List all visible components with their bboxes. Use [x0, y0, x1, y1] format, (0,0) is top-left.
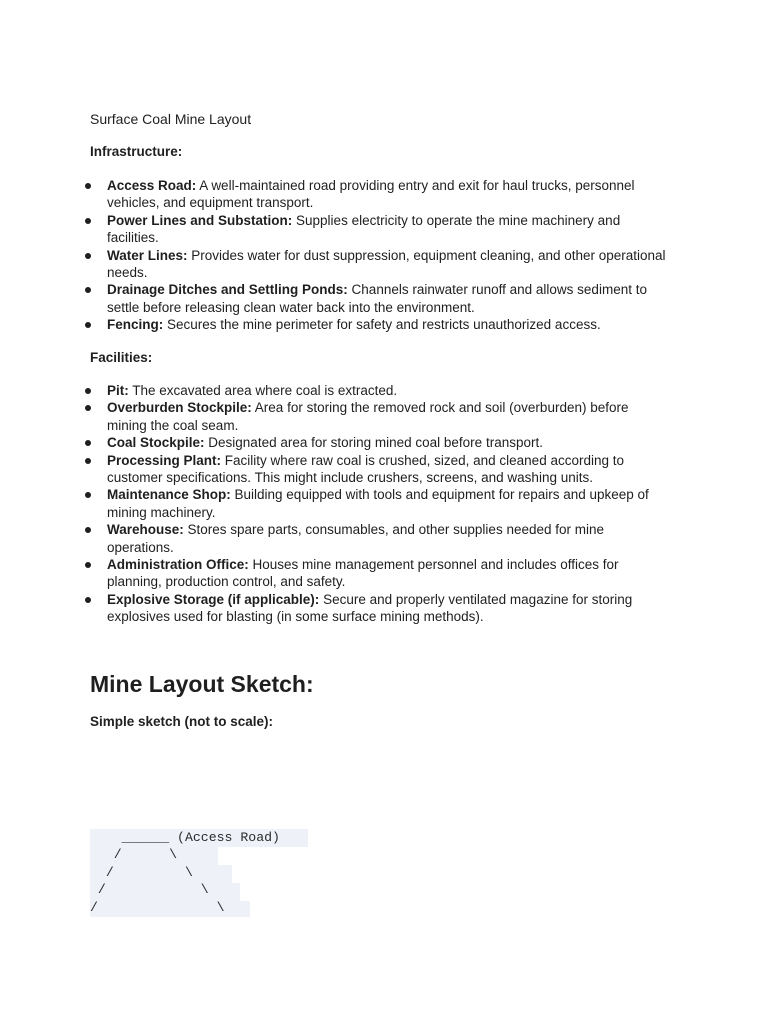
list-item-text: The excavated area where coal is extracted.: [128, 383, 398, 398]
sketch-caption: Simple sketch (not to scale):: [90, 714, 274, 729]
list-item-term: Warehouse:: [107, 522, 184, 538]
list-item: [0, 177, 768, 212]
list-item-text: Houses mine management personnel and includes offices for planning, production control, and safety.: [107, 557, 619, 590]
bullet-icon: [85, 322, 91, 328]
list-item-term: Administration Office:: [107, 557, 249, 573]
list-item: [0, 434, 768, 451]
infrastructure-list: [0, 177, 768, 334]
list-item: [0, 212, 768, 247]
list-item: [0, 591, 768, 626]
list-item: [0, 486, 768, 521]
bullet-icon: [85, 287, 91, 293]
list-item-text: Designated area for storing mined coal before transport.: [204, 435, 543, 451]
document-title: Surface Coal Mine Layout: [90, 111, 252, 127]
list-item: [0, 399, 768, 434]
list-item-term: Explosive Storage (if applicable):: [107, 591, 320, 607]
list-item-term: Overburden Stockpile:: [107, 400, 252, 416]
list-item-text: Stores spare parts, consumables, and other supplies needed for mine operations.: [107, 522, 605, 555]
list-item-text: Channels rainwater runoff and allows sediment to settle before releasing clean water back into the environment.: [107, 282, 647, 315]
bullet-icon: [85, 405, 91, 411]
list-item-term: Maintenance Shop:: [107, 487, 231, 503]
list-item-term: Pit:: [107, 383, 129, 398]
list-item-term: Water Lines:: [107, 247, 188, 263]
bullet-icon: [85, 253, 91, 259]
bullet-icon: [85, 527, 91, 533]
bullet-icon: [85, 458, 91, 464]
list-item: [0, 521, 768, 556]
list-item-text: A well-maintained road providing entry and exit for haul trucks, personnel vehicles, and equipment transport.: [107, 178, 635, 211]
facilities-list: [0, 382, 768, 626]
bullet-icon: [85, 562, 91, 568]
list-item-term: Access Road:: [107, 178, 197, 193]
ascii-sketch-block: [90, 829, 308, 917]
list-item-term: Drainage Ditches and Settling Ponds:: [107, 282, 348, 298]
list-item-text: Building equipped with tools and equipment for repairs and upkeep of mining machinery.: [107, 487, 649, 520]
bullet-icon: [85, 492, 91, 498]
list-item: [0, 281, 768, 316]
list-item-term: Power Lines and Substation:: [107, 212, 293, 228]
sketch-heading: Mine Layout Sketch:: [90, 671, 314, 697]
list-item-text: Secures the mine perimeter for safety and restricts unauthorized access.: [163, 317, 601, 333]
list-item-term: Processing Plant:: [107, 452, 222, 468]
list-item-text: Provides water for dust suppression, equipment cleaning, and other operational needs.: [107, 247, 666, 281]
infrastructure-heading: Infrastructure:: [90, 144, 183, 159]
bullet-icon: [85, 388, 91, 394]
list-item: [0, 247, 768, 282]
bullet-icon: [85, 440, 91, 446]
bullet-icon: [85, 218, 91, 224]
bullet-icon: [85, 597, 91, 603]
list-item-text: Area for storing the removed rock and soil (overburden) before mining the coal seam.: [107, 400, 629, 433]
list-item-text: Supplies electricity to operate the mine machinery and facilities.: [107, 212, 621, 246]
ascii-sketch: ______ (Access Road) / \ / \ / \ / \: [90, 830, 280, 915]
list-item: [0, 556, 768, 591]
list-item-term: Fencing:: [107, 317, 164, 333]
list-item: [0, 316, 768, 333]
list-item-text: Facility where raw coal is crushed, sized, and cleaned according to customer specifications. This might include crushers, screens, and washing units.: [107, 452, 624, 486]
list-item-text: Secure and properly ventilated magazine for storing explosives used for blasting (in some surface mining methods).: [107, 591, 633, 625]
list-item-term: Coal Stockpile:: [107, 435, 205, 451]
list-item: [0, 452, 768, 487]
list-item: [0, 382, 768, 399]
facilities-heading: Facilities:: [90, 350, 153, 365]
bullet-icon: [85, 183, 91, 189]
